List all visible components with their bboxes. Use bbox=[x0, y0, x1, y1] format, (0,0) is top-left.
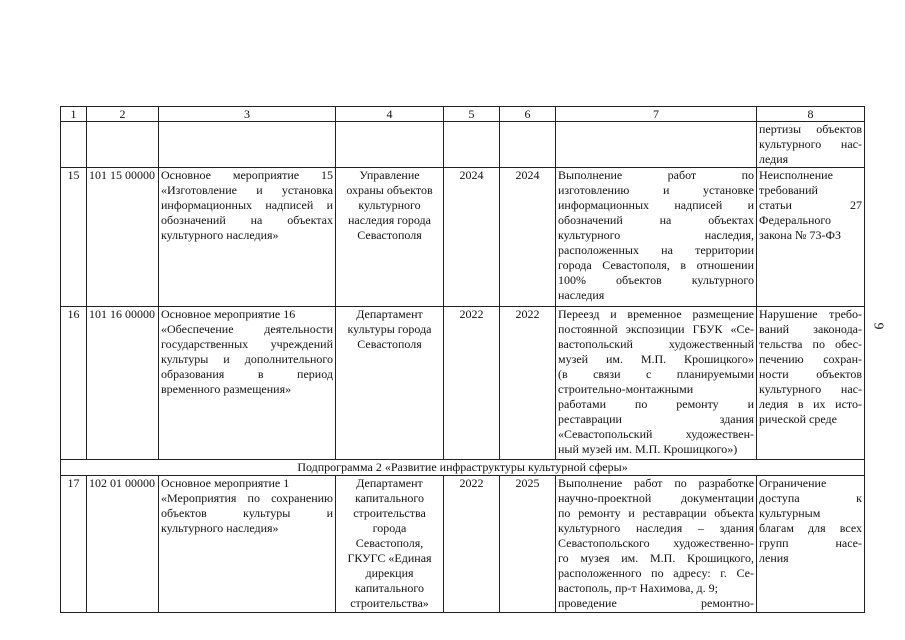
result-cell bbox=[556, 168, 757, 307]
row-number: 15 bbox=[61, 168, 87, 307]
consequence-cell bbox=[757, 168, 865, 307]
text-line: Нарушение требо- bbox=[759, 307, 862, 321]
end-year: 2025 bbox=[500, 476, 556, 613]
text-line: культурного bbox=[358, 198, 421, 212]
text-line: временного размещения» bbox=[161, 382, 292, 396]
text-line: культурного нас- bbox=[759, 137, 862, 151]
text-line: строительства bbox=[353, 506, 426, 520]
table-row bbox=[61, 168, 865, 307]
text-line: капитального bbox=[355, 581, 424, 595]
text-line: работами по ремонту и bbox=[558, 397, 754, 411]
subprogram-row bbox=[61, 460, 865, 476]
text-line: государственных учреждений bbox=[161, 337, 333, 351]
text-line: культуры города bbox=[347, 322, 432, 336]
budget-code: 101 15 00000 bbox=[87, 168, 159, 307]
text-line: Ограничение bbox=[759, 476, 827, 490]
text-line: обозначений на объектах bbox=[161, 213, 333, 227]
text-line: Основное мероприятие 16 bbox=[161, 307, 296, 321]
text-line: ный музей им. М.П. Крошицкого») bbox=[558, 442, 738, 456]
subprogram-title: Подпрограмма 2 «Развитие инфраструктуры культурной сферы» bbox=[61, 460, 865, 476]
text-line: культурным bbox=[759, 506, 821, 520]
text-line: проведение ремонтно- bbox=[558, 596, 754, 610]
text-line: Севастополя bbox=[357, 337, 422, 351]
row-number: 16 bbox=[61, 307, 87, 460]
text-line: «Севастопольский художествен- bbox=[558, 427, 754, 441]
text-line: по ремонту и реставрации объекта bbox=[558, 506, 754, 520]
row-number: 17 bbox=[61, 476, 87, 613]
column-number: 2 bbox=[87, 107, 159, 122]
text-line: требований bbox=[759, 183, 818, 197]
text-line: вастополь, пр-т Нахимова, д. 9; bbox=[558, 581, 718, 595]
executor-cell bbox=[336, 307, 444, 460]
text-line: Выполнение работ по bbox=[558, 168, 754, 182]
text-line: «Изготовление и установка bbox=[161, 183, 333, 197]
text-line: «Обеспечение деятельности bbox=[161, 322, 333, 336]
text-line: Федерального bbox=[759, 213, 832, 227]
text-line: статьи 27 bbox=[759, 198, 862, 212]
text-line: капитального bbox=[355, 491, 424, 505]
start-year: 2022 bbox=[444, 307, 500, 460]
text-line: Севастополя bbox=[357, 228, 422, 242]
text-line: вастопольский художественный bbox=[558, 337, 754, 351]
text-line: доступа к bbox=[759, 491, 862, 505]
text-line: ности объектов bbox=[759, 367, 862, 381]
table-row bbox=[61, 476, 865, 613]
text-line: музей им. М.П. Крошицкого» bbox=[558, 352, 754, 366]
text-line: культуры и дополнительного bbox=[161, 352, 333, 366]
continuation-row bbox=[61, 122, 865, 168]
result-cell bbox=[556, 307, 757, 460]
text-line: Основное мероприятие 1 bbox=[161, 476, 290, 490]
column-number: 7 bbox=[556, 107, 757, 122]
text-line: печению сохран- bbox=[759, 352, 862, 366]
result-cell bbox=[556, 476, 757, 613]
text-line: пертизы объектов bbox=[759, 122, 862, 136]
program-table bbox=[60, 106, 865, 613]
start-year: 2022 bbox=[444, 476, 500, 613]
column-number: 5 bbox=[444, 107, 500, 122]
event-cell bbox=[159, 307, 336, 460]
text-line: реставрации здания bbox=[558, 412, 754, 426]
consequence-cell bbox=[757, 307, 865, 460]
text-line: наследия города bbox=[348, 213, 431, 227]
table-row bbox=[61, 307, 865, 460]
text-line: 100% объектов культурного bbox=[558, 273, 754, 287]
text-line: культурного наследия, bbox=[558, 228, 754, 242]
text-line: го музея им. М.П. Крошицкого, bbox=[558, 551, 754, 565]
text-line: информационных надписей и bbox=[161, 198, 333, 212]
text-line: Управление bbox=[359, 168, 420, 182]
text-line: ления bbox=[759, 551, 789, 565]
text-line: строительства» bbox=[350, 596, 429, 610]
text-line: объектов культуры и bbox=[161, 506, 333, 520]
text-line: ледия в их исто- bbox=[759, 397, 862, 411]
end-year: 2024 bbox=[500, 168, 556, 307]
budget-code: 101 16 00000 bbox=[87, 307, 159, 460]
text-line: Выполнение работ по разработке bbox=[558, 476, 754, 490]
text-line: ваний законода- bbox=[759, 322, 862, 336]
text-line: охраны объектов bbox=[346, 183, 433, 197]
text-line: Севастопольского художественно- bbox=[558, 536, 754, 550]
text-line: Севастополя, bbox=[355, 536, 424, 550]
column-number-row bbox=[61, 107, 865, 122]
text-line: групп насе- bbox=[759, 536, 862, 550]
page-number: 9 bbox=[870, 322, 886, 330]
text-line: тельства по обес- bbox=[759, 337, 862, 351]
text-line: «Мероприятия по сохранению bbox=[161, 491, 333, 505]
column-number: 4 bbox=[336, 107, 444, 122]
text-line: города bbox=[372, 521, 407, 535]
text-line: рической среде bbox=[759, 412, 837, 426]
text-line: города Севастополя, в отношении bbox=[558, 258, 754, 272]
text-line: постоянной экспозиции ГБУК «Се- bbox=[558, 322, 754, 336]
text-line: информационных надписей и bbox=[558, 198, 754, 212]
executor-cell bbox=[336, 168, 444, 307]
start-year: 2024 bbox=[444, 168, 500, 307]
column-number: 8 bbox=[757, 107, 865, 122]
text-line: наследия bbox=[558, 288, 605, 302]
text-line: Основное мероприятие 15 bbox=[161, 168, 333, 182]
text-line: Департамент bbox=[356, 476, 423, 490]
text-line: обозначений на объектах bbox=[558, 213, 754, 227]
text-line: закона № 73-ФЗ bbox=[759, 228, 841, 242]
text-line: культурного нас- bbox=[759, 382, 862, 396]
text-line: дирекция bbox=[365, 566, 414, 580]
column-number: 1 bbox=[61, 107, 87, 122]
budget-code: 102 01 00000 bbox=[87, 476, 159, 613]
text-line: культурного наследия» bbox=[161, 521, 279, 535]
text-line: Переезд и временное размещение bbox=[558, 307, 754, 321]
column-number: 6 bbox=[500, 107, 556, 122]
text-line: культурного наследия» bbox=[161, 228, 279, 242]
text-line: культурного наследия – здания bbox=[558, 521, 754, 535]
text-line: ГКУГС «Единая bbox=[347, 551, 432, 565]
continuation-text bbox=[757, 122, 865, 168]
text-line: строительно-монтажными bbox=[558, 382, 694, 396]
text-line: благам для всех bbox=[759, 521, 862, 535]
text-line: изготовлению и установке bbox=[558, 183, 754, 197]
executor-cell bbox=[336, 476, 444, 613]
text-line: (в связи с планируемыми bbox=[558, 367, 754, 381]
text-line: Департамент bbox=[356, 307, 423, 321]
text-line: научно-проектной документации bbox=[558, 491, 754, 505]
consequence-cell bbox=[757, 476, 865, 613]
event-cell bbox=[159, 476, 336, 613]
text-line: ледия bbox=[759, 152, 789, 166]
end-year: 2022 bbox=[500, 307, 556, 460]
event-cell bbox=[159, 168, 336, 307]
column-number: 3 bbox=[159, 107, 336, 122]
text-line: Неисполнение bbox=[759, 168, 833, 182]
text-line: образования в период bbox=[161, 367, 333, 381]
text-line: расположенных на территории bbox=[558, 243, 754, 257]
text-line: расположенного по адресу: г. Се- bbox=[558, 566, 754, 580]
